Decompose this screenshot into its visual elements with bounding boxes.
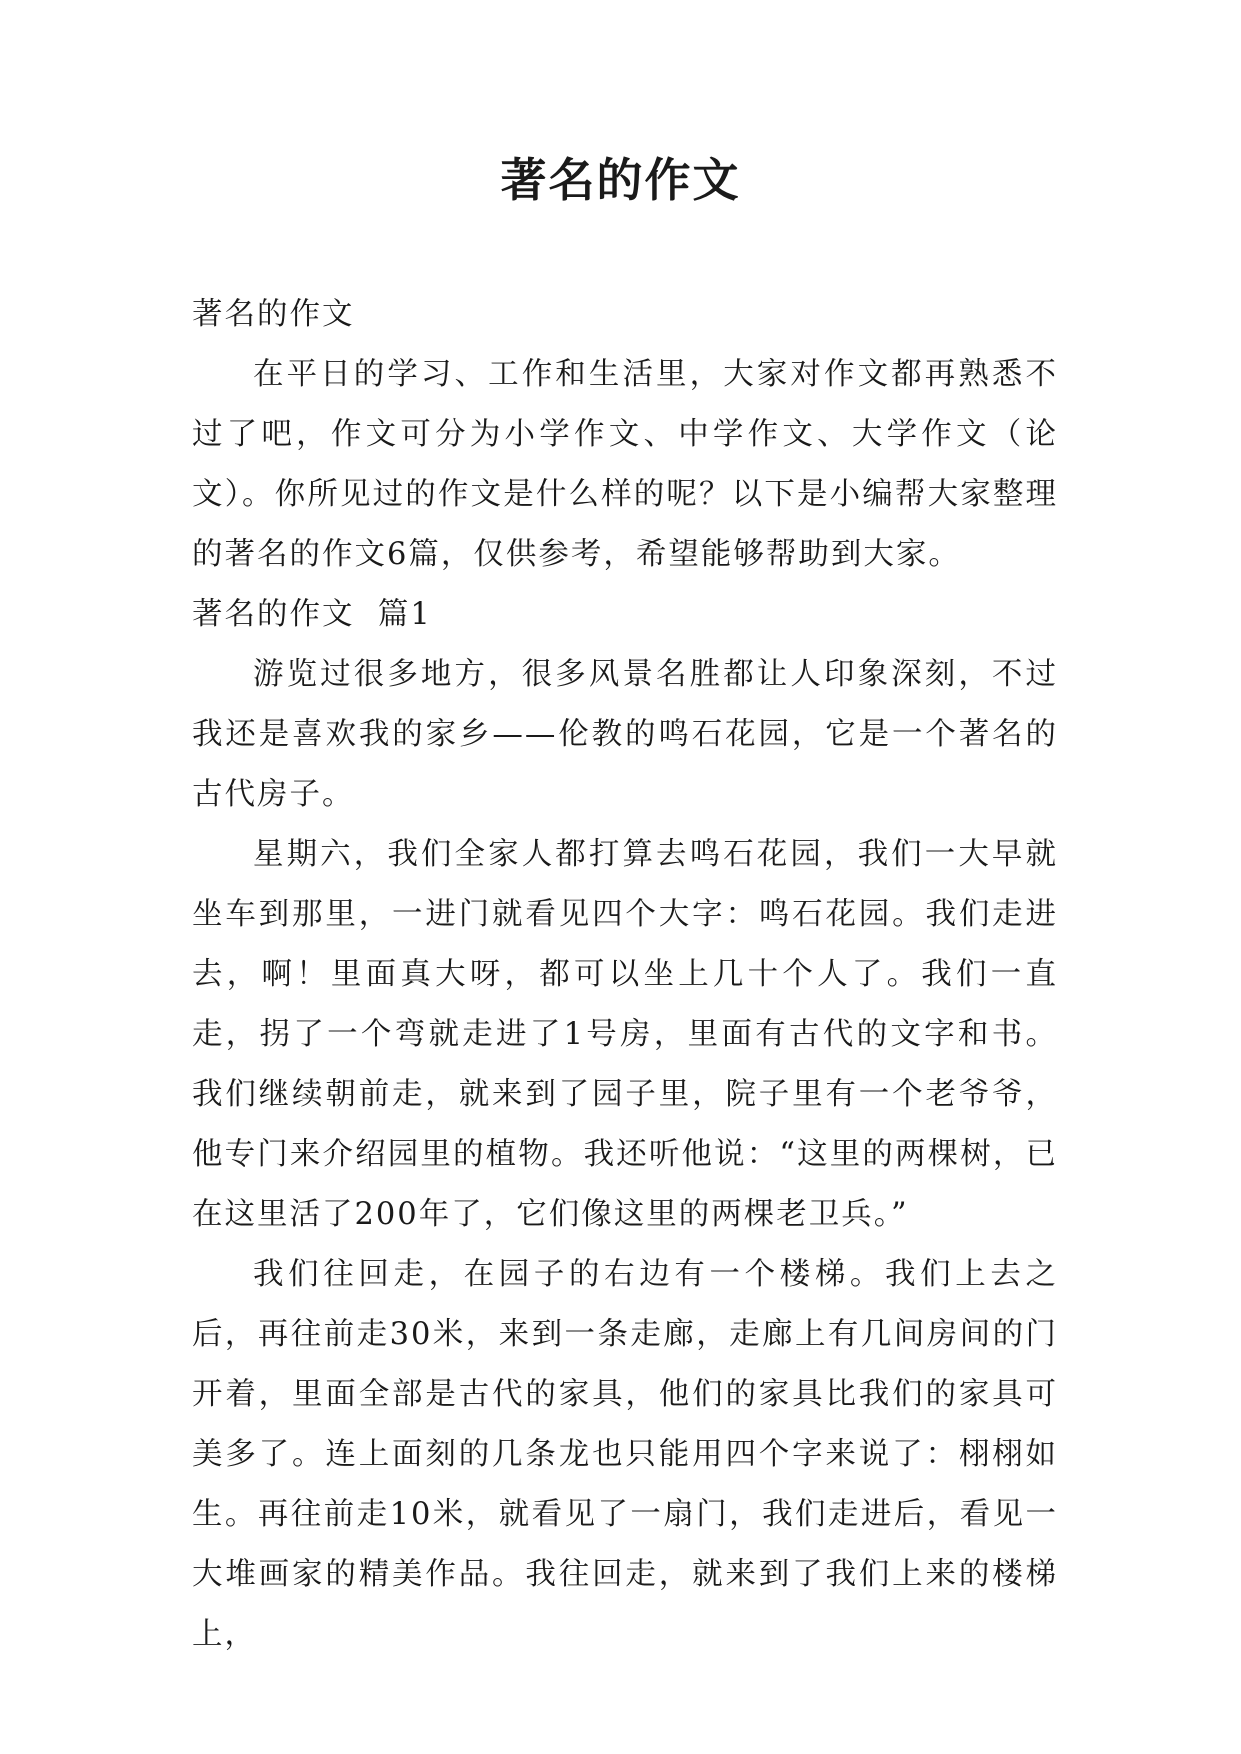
- document-title: 著名的作文: [500, 153, 741, 207]
- intro-paragraph: 在平日的学习、工作和生活里，大家对作文都再熟悉不过了吧，作文可分为小学作文、中学作文、大学作文（论文）。你所见过的作文是什么样的呢？以下是小编帮大家整理的著名的作文6篇，仅供参考，希望能够帮助到大家。: [192, 357, 1058, 572]
- section-heading: 著名的作文 篇1: [192, 597, 432, 632]
- document-subtitle: 著名的作文: [192, 297, 355, 332]
- document-body: [192, 285, 1058, 1652]
- paragraph-3: 我们往回走，在园子的右边有一个楼梯。我们上去之后，再往前走30米，来到一条走廊，走廊上有几间房间的门开着，里面全部是古代的家具，他们的家具比我们的家具可美多了。连上面刻的几条龙也只能用四个字来说了：栩栩如生。再往前走10米，就看见了一扇门，我们走进后，看见一大堆画家的精美作品。我往回走，就来到了我们上来的楼梯上，: [192, 1257, 1058, 1652]
- paragraph-2: 星期六，我们全家人都打算去鸣石花园，我们一大早就坐车到那里，一进门就看见四个大字：鸣石花园。我们走进去，啊！里面真大呀，都可以坐上几十个人了。我们一直走，拐了一个弯就走进了1号房，里面有古代的文字和书。我们继续朝前走，就来到了园子里，院子里有一个老爷爷，他专门来介绍园里的植物。我还听他说：“这里的两棵树，已在这里活了200年了，它们像这里的两棵老卫兵。”: [192, 837, 1058, 1232]
- paragraph-1: 游览过很多地方，很多风景名胜都让人印象深刻，不过我还是喜欢我的家乡——伦教的鸣石花园，它是一个著名的古代房子。: [192, 657, 1058, 812]
